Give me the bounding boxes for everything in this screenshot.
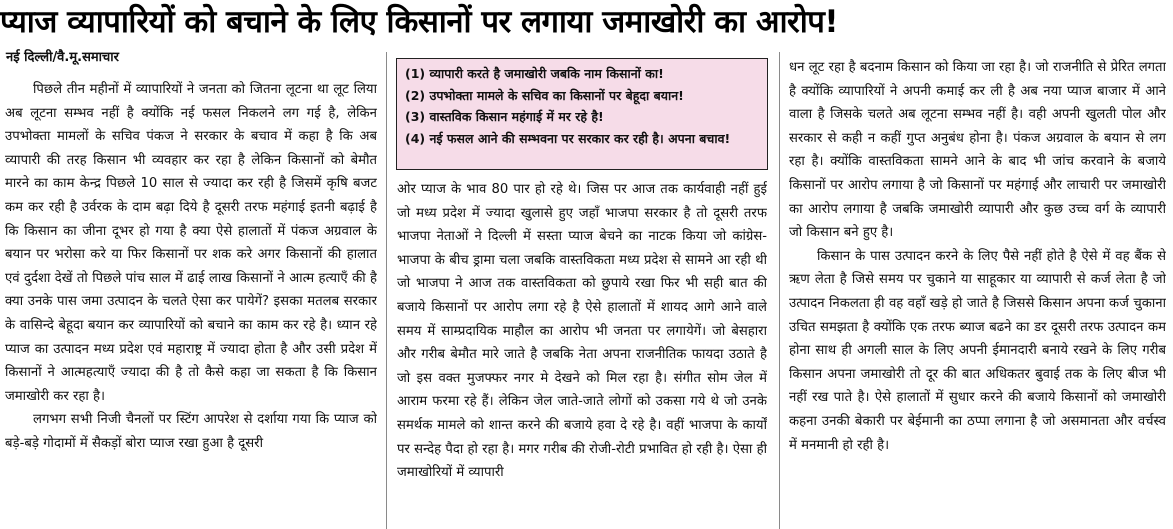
article-column-2 <box>397 178 767 528</box>
column1-paragraph-2: लगभग सभी निजी चैनलों पर स्टिंग आपरेश से दर्शाया गया कि प्याज को बड़े-बड़े गोदामों में सैकड़ों बोरा प्याज रखा हुआ है दूसरी <box>5 412 377 451</box>
column1-paragraph-1: पिछले तीन महीनों में व्यापारियों ने जनता को जितना लूटना था लूट लिया अब लूटना सम्भव नहीं है क्योंकि नई फसल निकलने लग गई है, लेकिन उपभोक्ता मामलों के सचिव पंकज ने सरकार के बचाव में कहा है कि अब व्यापारी की तरह किसान भी व्यवहार कर रहा है लेकिन किसानों को बेमौत मारने का काम केन्द्र पिछले 10 साल से ज्यादा कर रही है जिसमें कृषि बजट कम कर रही है उर्वरक के दाम बढ़ा दिये है दूसरी तरफ महंगाई इतनी बढ़ाई है कि किसान का जीना दूभर हो गया है क्या ऐसे हालातों में पंकज अग्रवाल के बयान पर भरोसा करे या फिर किसानों पर शक करे अगर किसानों की हालात एवं दुर्दशा देखें तो पिछले पांच साल में ढाई लाख किसानों ने आत्म हत्याएँ की है क्या उनके पास जमा उत्पादन के चलते ऐसा कर पायेगें? इसका मतलब सरकार के वासिन्दे बेहूदा बयान कर व्यापारियों को बचाने का काम कर रहे है। ध्यान रहे प्याज का उत्पादन मध्य प्रदेश एवं महाराष्ट्र में ज्यादा होता है और उसी प्रदेश में किसानों ने आत्महत्याएँ ज्यादा की है तो कैसे कहा जा सकता है कि किसान जमाखोरी कर रहा है। <box>5 82 377 404</box>
column-divider-left <box>386 52 387 529</box>
dateline: नई दिल्ली/वै.मू.समाचार <box>6 50 119 65</box>
column-divider-right <box>779 52 780 529</box>
highlight-item: (3) वास्तविक किसान महंगाई में मर रहे है! <box>405 109 604 124</box>
article-column-3 <box>789 56 1166 528</box>
highlights-box <box>396 58 768 170</box>
column2-paragraph-1: ओर प्याज के भाव 80 पार हो रहे थे। जिस पर आज तक कार्यवाही नहीं हुई जो मध्य प्रदेश में ज्यादा खुलासे हुए जहाँ भाजपा सरकार है तो दूसरी तरफ भाजपा नेताओं ने दिल्ली में सस्ता प्याज बेचने का नाटक किया जो कांग्रेस-भाजपा के बीच ड्रामा चला जबकि वास्तविकता मध्य प्रदेश से सामने आ रही थी जो भाजपा ने आज तक वास्तविकता को छुपाये रखा फिर भी सही बात की बजाये किसानों पर आरोप लगा रहे है ऐसे हालातों में शायद आगे आने वाले समय में साम्प्रदायिक माहौल का आरोप भी जनता पर लगायेगें। जो बेसहारा और गरीब बेमौत मारे जाते है जबकि नेता अपना राजनीतिक फायदा उठाते है जो इस वक्त मुजफ्फर नगर मे देखने को मिल रहा है। संगीत सोम जेल में आराम फरमा रहे हैं। लेकिन जेल जाते-जाते लोगों को उकसा गये थे जो उनके समर्थक मामले को शान्त करने की बजाये हवा दे रहे है। वहीं भाजपा के कार्यों पर सन्देह पैदा हो रहा है। मगर गरीब की रोजी-रोटी प्रभावित हो रही है। ऐसा ही जमाखोरियों में व्यापारी <box>397 182 767 481</box>
highlight-item: (1) व्यापारी करते है जमाखोरी जबकि नाम किसानों का! <box>405 66 664 81</box>
article-column-1 <box>5 78 377 528</box>
column3-paragraph-2: किसान के पास उत्पादन करने के लिए पैसे नहीं होते है ऐसे में वह बैंक से ऋण लेता है जिसे समय पर चुकाने या साहूकार या व्यापारी से कर्ज लेता है जो उत्पादन निकलता ही वह वहाँ खड़े हो जाते है जिससे किसान अपना कर्ज चुकाना उचित समझता है क्योंकि एक तरफ ब्याज बढने का डर दूसरी तरफ उत्पादन कम होना साथ ही अगली साल के लिए अपनी ईमानदारी बनाये रखने के लिए गरीब किसान अपना जमाखोरी तो दूर की बात अधिकतर बुवाई तक के लिए बीज भी नहीं रख पाते है। ऐसे हालातों में सुधार करने की बजाये किसानों को जमाखोरी कहना उनकी बेकारी पर बेईमानी का ठप्पा लगाना है जो असमानता और वर्चस्व में मनमानी हो रही है। <box>789 248 1166 453</box>
article-headline: प्याज व्यापारियों को बचाने के लिए किसानों पर लगाया जमाखोरी का आरोप! <box>0 4 838 40</box>
highlight-item: (2) उपभोक्ता मामले के सचिव का किसानों पर बेहूदा बयान! <box>405 87 684 103</box>
column3-paragraph-1: धन लूट रहा है बदनाम किसान को किया जा रहा है। जो राजनीति से प्रेरित लगता है क्योंकि व्यापारियों ने अपनी कमाई कर ली है अब नया प्याज बाजार में आने वाला है जिसके चलते अब लूटना सम्भव नहीं है। वही अपनी खुलती पोल और सरकार से कही न कहीं गुप्त अनुबंध होना है। पंकज अग्रवाल के बयान से लग रहा है। क्योंकि वास्तविकता सामने आने के बाद भी जांच करवाने के बजाये किसानों पर आरोप लगाया है जो किसानों पर महंगाई और लाचारी पर जमाखोरी का आरोप लगाया है जबकि जमाखोरी व्यापारी और कुछ उच्च वर्ग के व्यापारी जो किसान बने हुए है। <box>789 60 1166 241</box>
highlight-item: (4) नई फसल आने की सम्भवना पर सरकार कर रही है। अपना बचाव! <box>405 130 731 146</box>
